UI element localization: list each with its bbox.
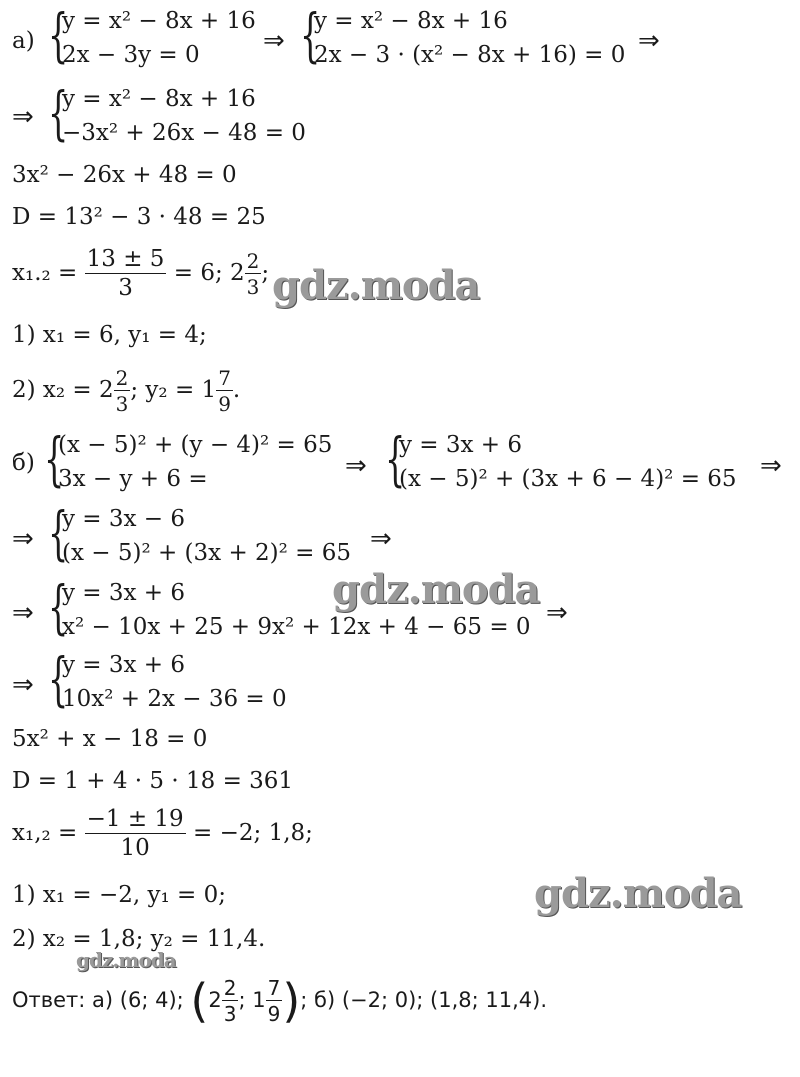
watermark: gdz.moda xyxy=(76,948,176,972)
roots-formula xyxy=(12,248,269,300)
brace: { xyxy=(385,425,406,493)
denominator: 9 xyxy=(267,1002,281,1026)
system-b-2 xyxy=(385,425,755,498)
numerator: 2 xyxy=(115,366,129,390)
implies-arrow: ⇒ xyxy=(345,451,367,481)
fraction xyxy=(85,808,186,860)
numerator: 13 ± 5 xyxy=(86,246,165,272)
paren: ( xyxy=(190,974,209,1028)
brace: { xyxy=(44,425,65,493)
brace: { xyxy=(48,499,69,567)
numerator: 7 xyxy=(218,366,231,390)
final-answer xyxy=(12,974,548,1028)
system-b-3 xyxy=(48,499,368,572)
solution-1: 1) x₁ = −2, y₁ = 0; xyxy=(12,882,227,908)
system-a-3 xyxy=(48,79,328,152)
fraction xyxy=(266,978,283,1024)
solution-1: 1) x₁ = 6, y₁ = 4; xyxy=(12,322,207,348)
implies-arrow: ⇒ xyxy=(12,102,34,132)
discriminant: D = 13² − 3 · 48 = 25 xyxy=(12,204,266,230)
numerator: 2 xyxy=(223,976,237,1000)
equation: 10x² + 2x − 36 = 0 xyxy=(62,686,287,712)
equation: x² − 10x + 25 + 9x² + 12x + 4 − 65 = 0 xyxy=(62,614,531,640)
implies-arrow: ⇒ xyxy=(263,26,285,56)
brace: { xyxy=(48,573,69,641)
equation: y = 3x + 6 xyxy=(399,432,523,458)
equation: (x − 5)² + (y − 4)² = 65 xyxy=(58,432,333,458)
system-b-5 xyxy=(48,645,328,718)
equation: −3x² + 26x − 48 = 0 xyxy=(62,120,306,146)
system-a-2 xyxy=(300,1,640,74)
part-a-label: а) xyxy=(12,28,35,54)
answer-suffix: ; б) (−2; 0); (1,8; 11,4). xyxy=(300,988,548,1012)
paren: ) xyxy=(282,974,301,1028)
implies-arrow: ⇒ xyxy=(760,451,782,481)
equation: (x − 5)² + (3x + 6 − 4)² = 65 xyxy=(399,466,737,492)
implies-arrow: ⇒ xyxy=(546,598,568,628)
fraction xyxy=(245,251,262,297)
watermark: gdz.moda xyxy=(534,870,742,917)
mixed-whole: 2 xyxy=(208,988,222,1012)
fraction xyxy=(114,368,131,414)
equation: 3x − y + 6 = xyxy=(58,466,208,492)
fraction xyxy=(216,368,233,414)
numerator: −1 ± 19 xyxy=(86,806,184,832)
solution-2 xyxy=(12,368,240,414)
brace: { xyxy=(300,1,321,69)
quadratic-equation: 3x² − 26x + 48 = 0 xyxy=(12,162,237,188)
implies-arrow: ⇒ xyxy=(12,670,34,700)
solution-2: 2) x₂ = 1,8; y₂ = 11,4. xyxy=(12,926,266,952)
quadratic-equation: 5x² + x − 18 = 0 xyxy=(12,726,208,752)
implies-arrow: ⇒ xyxy=(370,524,392,554)
equation: y = x² − 8x + 16 xyxy=(62,8,256,34)
roots-value: = 6; 2 xyxy=(173,260,245,286)
implies-arrow: ⇒ xyxy=(12,598,34,628)
system-a-1 xyxy=(48,1,268,74)
fraction xyxy=(222,978,239,1024)
brace: { xyxy=(48,1,69,69)
equation: 2x − 3y = 0 xyxy=(62,42,200,68)
denominator: 3 xyxy=(85,273,167,300)
implies-arrow: ⇒ xyxy=(638,26,660,56)
denominator: 9 xyxy=(218,392,231,416)
brace: { xyxy=(48,645,69,713)
roots-lhs: x₁.₂ = xyxy=(12,260,78,286)
system-b-1 xyxy=(44,425,344,498)
equation: y = 3x + 6 xyxy=(62,580,186,606)
period: . xyxy=(232,377,241,403)
watermark: gdz.moda xyxy=(332,566,540,613)
solution-text: ; y₂ = 1 xyxy=(130,377,217,403)
equation: y = x² − 8x + 16 xyxy=(314,8,508,34)
watermark: gdz.moda xyxy=(272,262,480,309)
fraction xyxy=(85,248,167,300)
equation: y = 3x + 6 xyxy=(62,652,186,678)
part-b-label: б) xyxy=(12,450,35,476)
roots-lhs: x₁,₂ = xyxy=(12,820,78,846)
numerator: 2 xyxy=(246,249,260,273)
solution-text: 2) x₂ = 2 xyxy=(12,377,114,403)
equation: 2x − 3 · (x² − 8x + 16) = 0 xyxy=(314,42,626,68)
equation: (x − 5)² + (3x + 2)² = 65 xyxy=(62,540,352,566)
denominator: 3 xyxy=(246,275,260,299)
brace: { xyxy=(48,79,69,147)
numerator: 7 xyxy=(267,976,281,1000)
equation: y = x² − 8x + 16 xyxy=(62,86,256,112)
denominator: 3 xyxy=(115,392,129,416)
discriminant: D = 1 + 4 · 5 · 18 = 361 xyxy=(12,768,294,794)
separator: ; xyxy=(261,260,270,286)
denominator: 10 xyxy=(85,833,186,860)
roots-formula xyxy=(12,808,313,860)
equation: y = 3x − 6 xyxy=(62,506,186,532)
answer-prefix: Ответ: а) (6; 4); xyxy=(12,988,184,1012)
roots-value: = −2; 1,8; xyxy=(193,820,313,846)
denominator: 3 xyxy=(223,1002,237,1026)
implies-arrow: ⇒ xyxy=(12,524,34,554)
answer-separator: ; 1 xyxy=(238,988,266,1012)
